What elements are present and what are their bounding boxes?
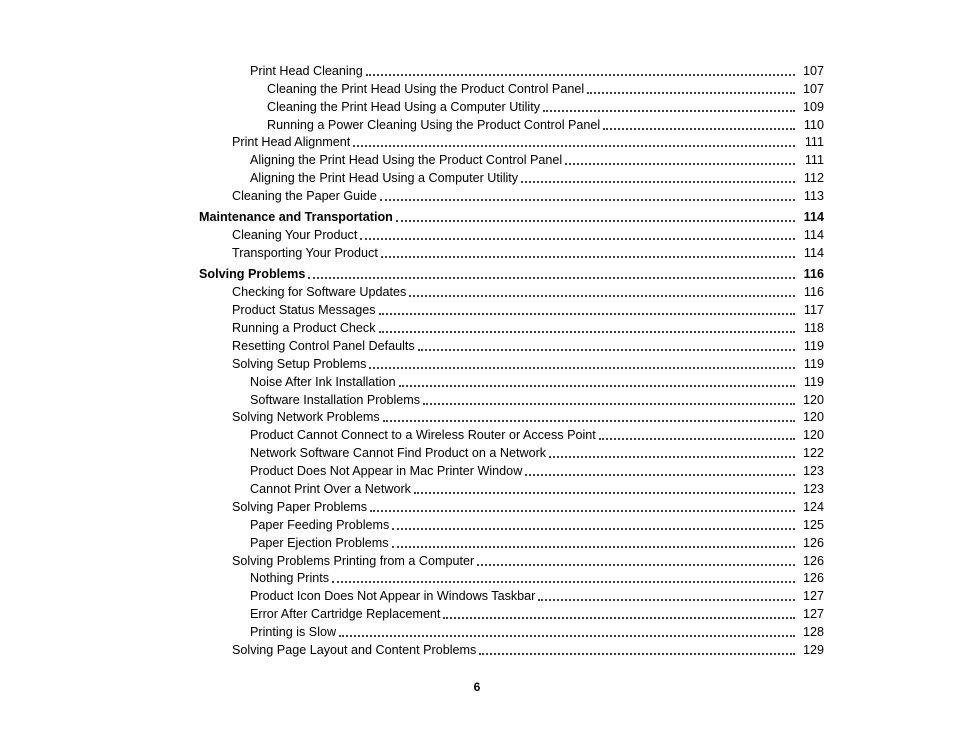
toc-entry-title: Solving Problems Printing from a Computer <box>232 553 475 568</box>
toc-entry-title: Print Head Alignment <box>232 135 351 150</box>
dot-leader <box>565 151 795 165</box>
dot-leader <box>360 226 795 240</box>
toc-entry-title: Error After Cartridge Replacement <box>250 607 441 622</box>
toc-entry[interactable] <box>250 461 824 479</box>
dot-leader <box>418 337 795 351</box>
dot-leader <box>477 552 795 566</box>
toc-entry[interactable] <box>232 243 824 261</box>
dot-leader <box>392 534 795 548</box>
dot-leader <box>414 480 795 494</box>
toc-entry-page: 127 <box>802 589 824 604</box>
toc-entry-page: 116 <box>803 267 824 282</box>
toc-entry-page: 126 <box>802 553 824 568</box>
toc-entry-title: Solving Network Problems <box>232 410 380 425</box>
toc-entry-page: 116 <box>803 285 824 300</box>
dot-leader <box>381 244 795 258</box>
toc-entry-title: Aligning the Print Head Using a Computer Utility <box>250 171 519 186</box>
toc-entry[interactable] <box>267 115 824 133</box>
toc-entry-title: Resetting Control Panel Defaults <box>232 338 415 353</box>
toc-entry-page: 123 <box>802 481 824 496</box>
toc-entry-page: 123 <box>802 464 824 479</box>
toc-entry[interactable] <box>250 622 824 640</box>
toc-entry[interactable] <box>250 61 824 79</box>
toc-entry[interactable] <box>250 150 824 168</box>
toc-entry-title: Network Software Cannot Find Product on a Network <box>250 446 547 461</box>
toc-entry[interactable] <box>232 354 824 372</box>
toc-entry-page: 120 <box>802 428 824 443</box>
toc-entry[interactable] <box>250 390 824 408</box>
toc-entry-page: 114 <box>803 228 824 243</box>
toc-entry-page: 117 <box>803 303 824 318</box>
toc-entry[interactable] <box>232 186 824 204</box>
toc-entry-title: Print Head Cleaning <box>250 63 363 78</box>
toc-entry-title: Cleaning the Print Head Using the Product Control Panel <box>267 81 585 96</box>
toc-entry[interactable] <box>250 443 824 461</box>
toc-entry[interactable] <box>250 533 824 551</box>
dot-leader <box>443 605 795 619</box>
toc-entry-page: 114 <box>803 210 824 225</box>
toc-entry-page: 110 <box>803 117 824 132</box>
toc-entry-title: Printing is Slow <box>250 625 337 640</box>
toc-entry[interactable] <box>250 515 824 533</box>
toc-entry-page: 113 <box>803 189 824 204</box>
toc-entry[interactable] <box>232 225 824 243</box>
toc-chapter-entry[interactable] <box>199 264 824 282</box>
dot-leader <box>370 498 795 512</box>
toc-entry[interactable] <box>250 569 824 587</box>
toc-entry-page: 107 <box>802 63 824 78</box>
toc-entry-page: 111 <box>804 153 824 168</box>
toc-entry-title: Paper Ejection Problems <box>250 535 389 550</box>
toc-entry[interactable] <box>267 79 824 97</box>
toc-entry[interactable] <box>232 133 824 151</box>
toc-entry-page: 127 <box>802 607 824 622</box>
dot-leader <box>599 426 795 440</box>
toc-entry[interactable] <box>232 408 824 426</box>
dot-leader <box>396 208 795 222</box>
toc-entry[interactable] <box>250 479 824 497</box>
toc-entry[interactable] <box>232 497 824 515</box>
dot-leader <box>538 587 795 601</box>
toc-entry-page: 107 <box>802 81 824 96</box>
toc-entry-title: Paper Feeding Problems <box>250 517 390 532</box>
dot-leader <box>525 462 795 476</box>
dot-leader <box>603 116 795 130</box>
toc-entry[interactable] <box>250 586 824 604</box>
dot-leader <box>380 187 795 201</box>
toc-entry-page: 122 <box>802 446 824 461</box>
toc-entry-title: Product Does Not Appear in Mac Printer Window <box>250 464 523 479</box>
toc-entry-title: Software Installation Problems <box>250 392 421 407</box>
toc-entry-page: 112 <box>803 171 824 186</box>
toc-entry-page: 114 <box>803 246 824 261</box>
toc-entry-title: Transporting Your Product <box>232 246 378 261</box>
toc-entry-page: 126 <box>802 535 824 550</box>
toc-entry[interactable] <box>267 97 824 115</box>
toc-entry-title: Solving Page Layout and Content Problems <box>232 642 477 657</box>
toc-entry-title: Solving Setup Problems <box>232 356 367 371</box>
toc-entry-title: Noise After Ink Installation <box>250 374 396 389</box>
dot-leader <box>479 641 795 655</box>
toc-entry[interactable] <box>232 282 824 300</box>
toc-entry-title: Cannot Print Over a Network <box>250 481 411 496</box>
dot-leader <box>353 133 795 147</box>
dot-leader <box>521 169 795 183</box>
dot-leader <box>383 408 795 422</box>
page-number: 6 <box>473 680 481 694</box>
toc-entry-page: 119 <box>803 338 824 353</box>
toc-entry-page: 124 <box>802 499 824 514</box>
toc-entry-page: 126 <box>802 571 824 586</box>
toc-entry-page: 118 <box>803 320 824 335</box>
toc-entry-page: 120 <box>802 392 824 407</box>
dot-leader <box>399 373 795 387</box>
toc-entry-title: Cleaning the Paper Guide <box>232 189 377 204</box>
toc-entry-page: 128 <box>802 625 824 640</box>
toc-entry-page: 119 <box>803 374 824 389</box>
toc-entry-page: 109 <box>802 99 824 114</box>
toc-entry[interactable] <box>232 318 824 336</box>
toc-entry-page: 120 <box>802 410 824 425</box>
dot-leader <box>308 265 795 279</box>
toc-entry-title: Product Icon Does Not Appear in Windows Taskbar <box>250 589 536 604</box>
dot-leader <box>339 623 795 637</box>
toc-entry-title: Aligning the Print Head Using the Product Control Panel <box>250 153 563 168</box>
toc-entry-title: Running a Power Cleaning Using the Product Control Panel <box>267 117 601 132</box>
toc-entry-title: Cleaning the Print Head Using a Computer Utility <box>267 99 540 114</box>
toc-entry-title: Solving Problems <box>199 267 306 282</box>
toc-entry-page: 119 <box>803 356 824 371</box>
toc-entry-title: Maintenance and Transportation <box>199 210 393 225</box>
dot-leader <box>332 569 795 583</box>
dot-leader <box>423 391 795 405</box>
toc-entry-title: Product Status Messages <box>232 303 376 318</box>
toc-entry-title: Nothing Prints <box>250 571 330 586</box>
toc-entry[interactable] <box>232 640 824 658</box>
toc-entry-page: 111 <box>804 135 824 150</box>
toc-entry-title: Cleaning Your Product <box>232 228 358 243</box>
table-of-contents <box>0 61 954 658</box>
toc-entry[interactable] <box>250 604 824 622</box>
toc-entry[interactable] <box>232 300 824 318</box>
toc-entry-title: Running a Product Check <box>232 320 376 335</box>
dot-leader <box>543 98 795 112</box>
dot-leader <box>369 355 795 369</box>
dot-leader <box>587 80 795 94</box>
toc-entry[interactable] <box>232 551 824 569</box>
toc-entry[interactable] <box>232 336 824 354</box>
toc-entry-title: Product Cannot Connect to a Wireless Router or Access Point <box>250 428 596 443</box>
toc-entry[interactable] <box>250 168 824 186</box>
dot-leader <box>409 283 795 297</box>
toc-entry[interactable] <box>250 425 824 443</box>
dot-leader <box>379 301 796 315</box>
dot-leader <box>392 516 795 530</box>
toc-entry[interactable] <box>250 372 824 390</box>
toc-chapter-entry[interactable] <box>199 207 824 225</box>
toc-entry-page: 129 <box>802 642 824 657</box>
toc-entry-title: Checking for Software Updates <box>232 285 407 300</box>
toc-entry-page: 125 <box>802 517 824 532</box>
dot-leader <box>379 319 795 333</box>
toc-entry-title: Solving Paper Problems <box>232 499 368 514</box>
dot-leader <box>549 444 795 458</box>
dot-leader <box>366 62 795 76</box>
